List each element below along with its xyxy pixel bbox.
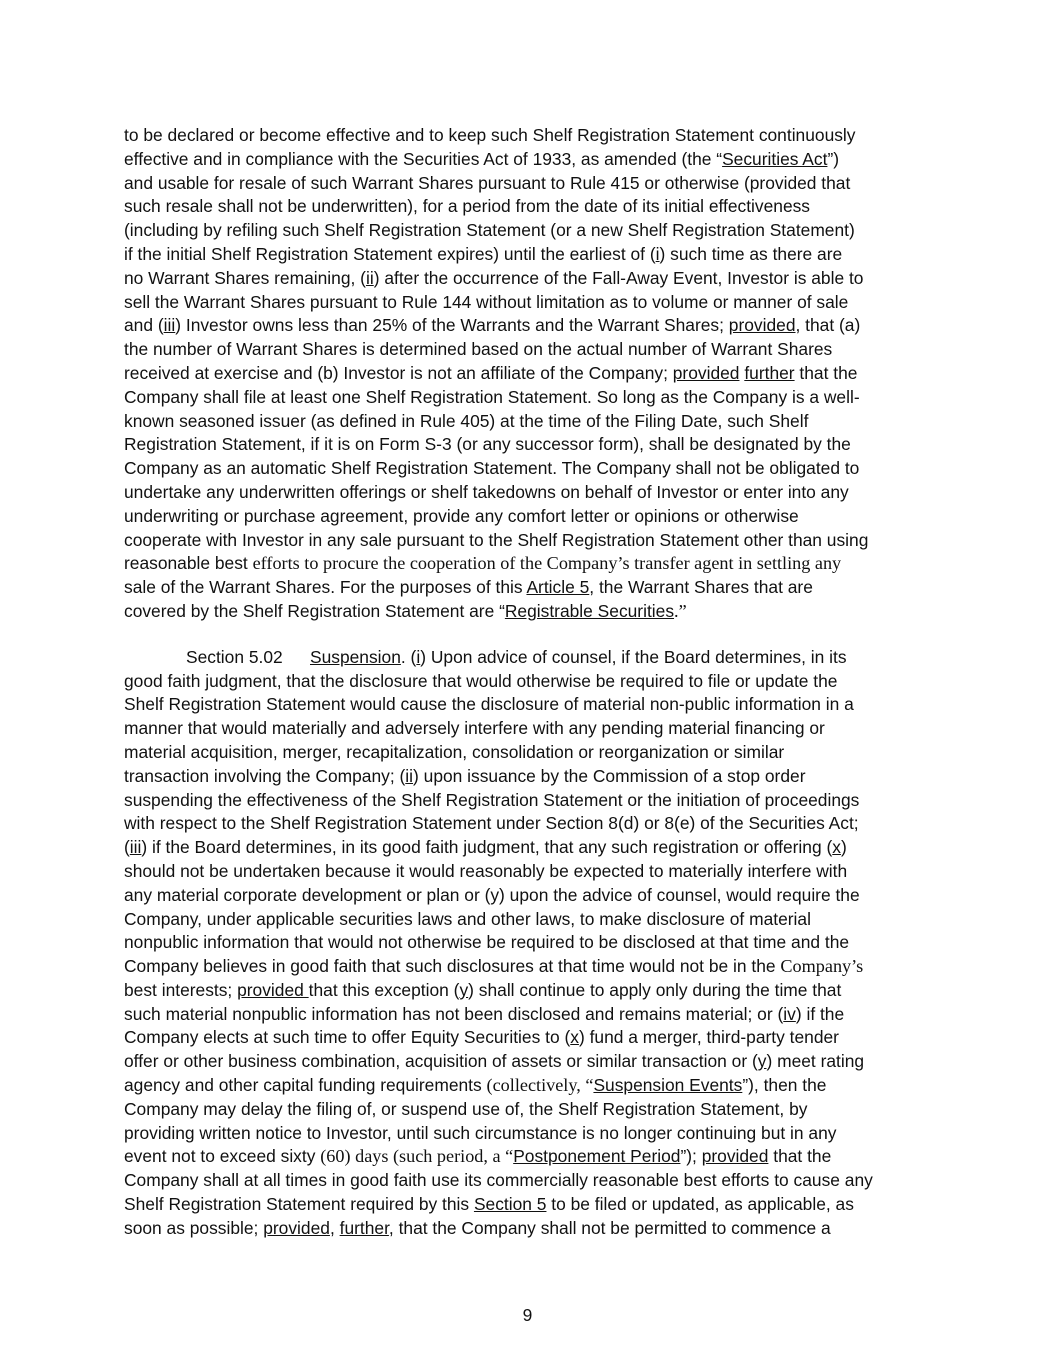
text-line: suspending the effectiveness of the Shelf Registration Statement or the initiation of proceedings — [124, 789, 860, 810]
text-span: such material nonpublic information has not been disclosed and remains material; or ( — [124, 1003, 784, 1024]
text-line — [124, 1074, 936, 1098]
text-line: to be declared or become effective and to keep such Shelf Registration Statement continuously — [124, 125, 856, 145]
enumerator: x — [832, 837, 841, 858]
enumerator: iii — [163, 315, 176, 336]
text-line: material acquisition, merger, recapitalization, consolidation or reorganization or similar — [124, 741, 785, 762]
text-line — [124, 362, 936, 386]
text-line — [124, 765, 936, 789]
text-line: should not be undertaken because it would reasonably be expected to materially interfere with — [124, 860, 848, 881]
text-line: Company, under applicable securities laws and other laws, to make disclosure of material — [124, 908, 811, 929]
text-span: sale of the Warrant Shares. For the purposes of this — [124, 577, 527, 598]
text-span: covered by the Shelf Registration Statement are “ — [124, 600, 505, 621]
text-span: no Warrant Shares remaining, ( — [124, 267, 366, 288]
text-span: to be filed or updated, as applicable, as — [546, 1194, 854, 1215]
text-line — [124, 1050, 936, 1074]
document-body — [124, 124, 936, 1241]
text-span: , that the Company shall not be permitted to commence a — [388, 1217, 831, 1238]
text-line — [124, 314, 936, 338]
text-line: good faith judgment, that the disclosure that would otherwise be required to file or update the — [124, 670, 838, 691]
text-span: received at exercise and (b) Investor is not an affiliate of the Company; — [124, 362, 673, 383]
text-line: cooperate with Investor in any sale pursuant to the Shelf Registration Statement other than using — [124, 529, 869, 550]
paragraph-shelf-registration — [124, 124, 936, 624]
enumerator: ii — [405, 765, 414, 786]
enumerator: i — [416, 646, 421, 667]
text-line: with respect to the Shelf Registration Statement under Section 8(d) or 8(e) of the Securities Act; — [124, 813, 859, 834]
text-line — [124, 836, 936, 860]
enumerator: y — [757, 1051, 767, 1072]
section-5-02-suspension — [124, 646, 936, 1241]
text-span: Shelf Registration Statement required by this — [124, 1194, 474, 1215]
text-span: that the — [768, 1146, 832, 1167]
text-line: and usable for resale of such Warrant Shares pursuant to Rule 415 or otherwise (provided that — [124, 172, 851, 193]
enumerator: iv — [783, 1003, 796, 1024]
text-line: Registration Statement, if it is on Form S-3 (or any successor form), shall be designated by the — [124, 434, 851, 455]
text-span: ) if the — [795, 1003, 845, 1024]
text-line: any material corporate development or plan or (y) upon the advice of counsel, would require the — [124, 884, 860, 905]
text-line — [124, 1145, 936, 1169]
text-span: ) if the Board determines, in its good faith judgment, that any such registration or offering ( — [141, 837, 833, 858]
text-span: ) fund a merger, third-party tender — [578, 1027, 839, 1048]
text-line: Company may delay the filing of, or suspend use of, the Shelf Registration Statement, by — [124, 1098, 808, 1119]
proviso-term: provided — [237, 979, 309, 1000]
text-line — [124, 1193, 936, 1217]
text-span: ( — [124, 837, 130, 858]
text-line — [124, 1003, 936, 1027]
section-number: Section 5.02 — [186, 646, 283, 667]
text-span: Company believes in good faith that such disclosures at that time would not be in the — [124, 956, 781, 977]
enumerator: i — [655, 243, 660, 264]
text-line — [124, 979, 936, 1003]
cross-reference: Section 5 — [473, 1194, 547, 1215]
enumerator: y — [459, 979, 469, 1000]
text-span: that this exception ( — [308, 979, 460, 1000]
text-line: underwriting or purchase agreement, provide any comfort letter or opinions or otherwise — [124, 505, 799, 526]
text-line: such resale shall not be underwritten), for a period from the date of its initial effectiveness — [124, 196, 811, 217]
section-heading-line — [124, 646, 936, 670]
defined-term: Postponement Period — [513, 1146, 681, 1167]
text-line: nonpublic information that would not otherwise be required to be disclosed at that time and the — [124, 932, 850, 953]
defined-term: Suspension Events — [593, 1075, 743, 1096]
text-line — [124, 576, 936, 600]
text-line — [124, 552, 936, 576]
cross-reference: Article 5 — [526, 577, 590, 598]
proviso-term: provided — [728, 315, 796, 336]
text-line: (including by refiling such Shelf Registration Statement (or a new Shelf Registration Statement) — [124, 220, 855, 241]
proviso-term: further — [744, 362, 795, 383]
text-span: . ( — [400, 646, 417, 667]
page-number: 9 — [522, 1305, 533, 1325]
text-line: Company shall file at least one Shelf Registration Statement. So long as the Company is a well- — [124, 386, 860, 407]
text-span: Company’s — [780, 956, 864, 977]
text-line: providing written notice to Investor, until such circumstance is no longer continuing but in any — [124, 1122, 837, 1143]
proviso-term: provided — [701, 1146, 769, 1167]
defined-term: Securities Act — [722, 148, 828, 169]
text-line — [124, 1026, 936, 1050]
text-span: , — [329, 1217, 340, 1238]
text-span: ) Investor owns less than 25% of the Warrants and the Warrant Shares; — [175, 315, 729, 336]
text-line: sell the Warrant Shares pursuant to Rule 144 without limitation as to volume or manner of sale — [124, 291, 849, 312]
proviso-term: provided — [263, 1217, 330, 1238]
text-line: the number of Warrant Shares is determined based on the actual number of Warrant Shares — [124, 339, 833, 360]
text-span: ) — [840, 837, 847, 858]
text-span: best interests; — [124, 979, 238, 1000]
text-line: Shelf Registration Statement would cause the disclosure of material non-public information in a — [124, 694, 854, 715]
text-span: and ( — [124, 315, 164, 336]
text-span: ) Upon advice of counsel, if the Board determines, in its — [420, 646, 847, 667]
text-span: effective and in compliance with the Securities Act of 1933, as amended (the “ — [124, 148, 723, 169]
text-span: offer or other business combination, acquisition of assets or similar transaction or ( — [124, 1051, 758, 1072]
text-span: , that (a) — [795, 315, 861, 336]
text-line: manner that would materially and adversely interfere with any pending material financing or — [124, 718, 825, 739]
text-span: .” — [674, 600, 687, 621]
text-span: agency and other capital funding requirements — [124, 1075, 487, 1096]
proviso-term: further — [339, 1217, 389, 1238]
text-span: Company elects at such time to offer Equity Securities to ( — [124, 1027, 571, 1048]
text-span: that the — [794, 362, 858, 383]
text-line: Company shall at all times in good faith use its commercially reasonable best efforts to cause any — [124, 1170, 873, 1191]
text-span: ) meet rating — [766, 1051, 865, 1072]
enumerator: iii — [129, 837, 142, 858]
text-line: Company as an automatic Shelf Registration Statement. The Company shall not be obligated to — [124, 458, 860, 479]
text-span: ”) — [827, 148, 840, 169]
text-line — [124, 955, 936, 979]
text-span: ”), then the — [742, 1075, 827, 1096]
text-span: ”); — [680, 1146, 702, 1167]
paragraph-spacer — [124, 624, 936, 646]
enumerator: x — [570, 1027, 579, 1048]
text-line — [124, 600, 936, 624]
text-span: ) upon issuance by the Commission of a stop order — [413, 765, 806, 786]
text-span: (60) days (such period, a “ — [320, 1146, 514, 1167]
text-span: efforts to procure the cooperation of the Company’s transfer agent in settling any — [252, 553, 842, 574]
text-span: , the Warrant Shares that are — [589, 577, 813, 598]
text-line: undertake any underwritten offerings or shelf takedowns on behalf of Investor or enter into any — [124, 481, 849, 502]
text-span: (collectively, “ — [486, 1075, 594, 1096]
text-line — [124, 1217, 936, 1241]
text-span: soon as possible; — [124, 1217, 264, 1238]
text-span: ) shall continue to apply only during the time that — [468, 979, 842, 1000]
defined-term: Registrable Securities — [504, 600, 675, 621]
text-line — [124, 148, 936, 172]
text-span: ) after the occurrence of the Fall-Away Event, Investor is able to — [373, 267, 864, 288]
text-span: transaction involving the Company; ( — [124, 765, 406, 786]
text-line: known seasoned issuer (as defined in Rule 405) at the time of the Filing Date, such Shelf — [124, 410, 809, 431]
text-span: event not to exceed sixty — [124, 1146, 321, 1167]
proviso-term: provided — [672, 362, 740, 383]
enumerator: ii — [365, 267, 374, 288]
text-span: reasonable best — [124, 553, 253, 574]
text-line — [124, 267, 936, 291]
text-span: ) such time as there are — [659, 243, 843, 264]
text-line — [124, 243, 936, 267]
section-title: Suspension — [310, 646, 401, 667]
text-span: if the initial Shelf Registration Statement expires) until the earliest of ( — [124, 243, 656, 264]
